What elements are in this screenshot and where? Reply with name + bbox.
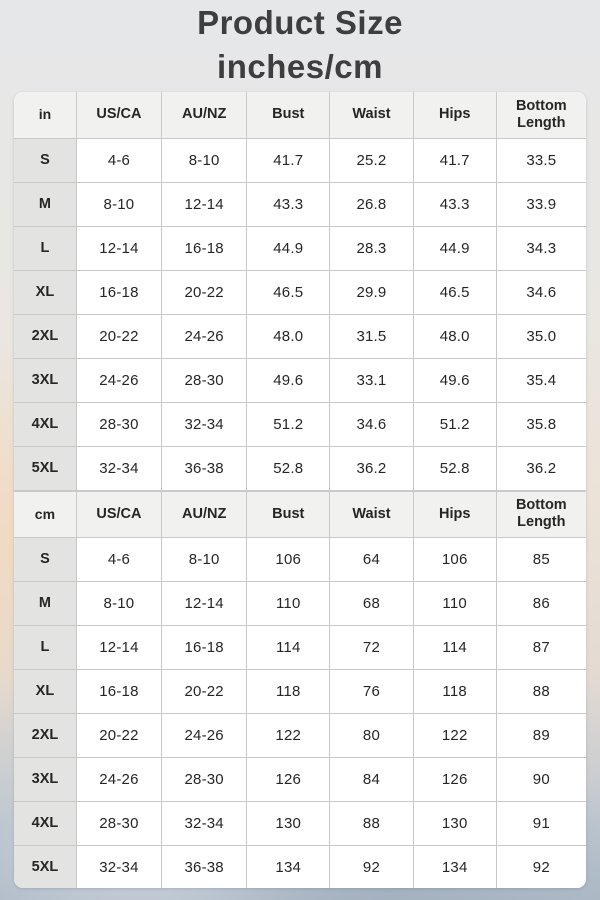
- value-cell: 16-18: [162, 226, 247, 270]
- page-title-line2: inches/cm: [217, 48, 383, 85]
- value-cell: 28-30: [162, 757, 247, 801]
- size-label-cell: M: [14, 182, 76, 226]
- value-cell: 20-22: [162, 669, 247, 713]
- table-row: [14, 446, 586, 490]
- size-label-cell: 4XL: [14, 801, 76, 845]
- value-cell: 12-14: [162, 182, 247, 226]
- value-cell: 88: [496, 669, 586, 713]
- size-table-cm: [14, 491, 586, 889]
- value-cell: 68: [330, 581, 414, 625]
- value-cell: 35.0: [496, 314, 586, 358]
- column-header: US/CA: [76, 92, 161, 138]
- table-row: [14, 537, 586, 581]
- value-cell: 110: [413, 581, 496, 625]
- value-cell: 114: [413, 625, 496, 669]
- value-cell: 41.7: [247, 138, 330, 182]
- header-row: [14, 491, 586, 537]
- size-label-cell: 4XL: [14, 402, 76, 446]
- value-cell: 28-30: [76, 402, 161, 446]
- value-cell: 28-30: [76, 801, 161, 845]
- value-cell: 8-10: [162, 138, 247, 182]
- table-row: [14, 845, 586, 888]
- value-cell: 44.9: [247, 226, 330, 270]
- value-cell: 126: [413, 757, 496, 801]
- value-cell: 34.6: [496, 270, 586, 314]
- value-cell: 92: [496, 845, 586, 888]
- table-row: [14, 625, 586, 669]
- value-cell: 46.5: [413, 270, 496, 314]
- value-cell: 41.7: [413, 138, 496, 182]
- size-label-cell: L: [14, 625, 76, 669]
- value-cell: 91: [496, 801, 586, 845]
- header-row: [14, 92, 586, 138]
- value-cell: 20-22: [162, 270, 247, 314]
- value-cell: 52.8: [247, 446, 330, 490]
- value-cell: 49.6: [413, 358, 496, 402]
- value-cell: 90: [496, 757, 586, 801]
- value-cell: 26.8: [330, 182, 414, 226]
- unit-header-cell: in: [14, 92, 76, 138]
- value-cell: 33.9: [496, 182, 586, 226]
- table-row: [14, 801, 586, 845]
- value-cell: 31.5: [330, 314, 414, 358]
- table-row: [14, 270, 586, 314]
- value-cell: 84: [330, 757, 414, 801]
- value-cell: 32-34: [76, 446, 161, 490]
- value-cell: 122: [413, 713, 496, 757]
- value-cell: 36.2: [496, 446, 586, 490]
- value-cell: 49.6: [247, 358, 330, 402]
- value-cell: 134: [247, 845, 330, 888]
- value-cell: 32-34: [162, 402, 247, 446]
- column-header: Waist: [330, 491, 414, 537]
- size-label-cell: XL: [14, 270, 76, 314]
- value-cell: 114: [247, 625, 330, 669]
- size-label-cell: 2XL: [14, 314, 76, 358]
- value-cell: 34.3: [496, 226, 586, 270]
- value-cell: 89: [496, 713, 586, 757]
- size-label-cell: S: [14, 537, 76, 581]
- size-table-inches: [14, 92, 586, 491]
- value-cell: 4-6: [76, 537, 161, 581]
- value-cell: 20-22: [76, 713, 161, 757]
- value-cell: 92: [330, 845, 414, 888]
- table-row: [14, 138, 586, 182]
- value-cell: 24-26: [162, 713, 247, 757]
- value-cell: 118: [247, 669, 330, 713]
- table-row: [14, 581, 586, 625]
- table-row: [14, 314, 586, 358]
- size-label-cell: XL: [14, 669, 76, 713]
- value-cell: 52.8: [413, 446, 496, 490]
- value-cell: 126: [247, 757, 330, 801]
- column-header: Hips: [413, 491, 496, 537]
- size-label-cell: L: [14, 226, 76, 270]
- value-cell: 12-14: [76, 226, 161, 270]
- value-cell: 4-6: [76, 138, 161, 182]
- value-cell: 36-38: [162, 845, 247, 888]
- value-cell: 122: [247, 713, 330, 757]
- value-cell: 85: [496, 537, 586, 581]
- column-header: AU/NZ: [162, 491, 247, 537]
- size-table-cm-header: [14, 491, 586, 537]
- value-cell: 35.8: [496, 402, 586, 446]
- value-cell: 16-18: [76, 669, 161, 713]
- size-label-cell: 3XL: [14, 358, 76, 402]
- value-cell: 8-10: [162, 537, 247, 581]
- column-header: Bottom Length: [496, 92, 586, 138]
- size-table-inches-body: [14, 138, 586, 490]
- value-cell: 134: [413, 845, 496, 888]
- value-cell: 51.2: [247, 402, 330, 446]
- value-cell: 36-38: [162, 446, 247, 490]
- size-label-cell: 5XL: [14, 845, 76, 888]
- value-cell: 80: [330, 713, 414, 757]
- value-cell: 43.3: [413, 182, 496, 226]
- size-label-cell: 5XL: [14, 446, 76, 490]
- value-cell: 32-34: [162, 801, 247, 845]
- value-cell: 48.0: [247, 314, 330, 358]
- value-cell: 8-10: [76, 581, 161, 625]
- table-row: [14, 757, 586, 801]
- table-row: [14, 358, 586, 402]
- value-cell: 24-26: [162, 314, 247, 358]
- value-cell: 34.6: [330, 402, 414, 446]
- column-header: Bottom Length: [496, 491, 586, 537]
- column-header: AU/NZ: [162, 92, 247, 138]
- size-chart-table-container: [14, 92, 586, 888]
- value-cell: 25.2: [330, 138, 414, 182]
- column-header: Waist: [330, 92, 414, 138]
- value-cell: 76: [330, 669, 414, 713]
- size-label-cell: 2XL: [14, 713, 76, 757]
- table-row: [14, 226, 586, 270]
- value-cell: 130: [247, 801, 330, 845]
- unit-header-cell: cm: [14, 491, 76, 537]
- value-cell: 33.5: [496, 138, 586, 182]
- value-cell: 12-14: [162, 581, 247, 625]
- value-cell: 32-34: [76, 845, 161, 888]
- table-row: [14, 713, 586, 757]
- value-cell: 86: [496, 581, 586, 625]
- table-row: [14, 669, 586, 713]
- value-cell: 8-10: [76, 182, 161, 226]
- value-cell: 36.2: [330, 446, 414, 490]
- value-cell: 106: [247, 537, 330, 581]
- column-header: US/CA: [76, 491, 161, 537]
- table-row: [14, 402, 586, 446]
- size-table-inches-header: [14, 92, 586, 138]
- value-cell: 88: [330, 801, 414, 845]
- value-cell: 48.0: [413, 314, 496, 358]
- page-title-line1: Product Size: [197, 4, 403, 41]
- value-cell: 106: [413, 537, 496, 581]
- value-cell: 20-22: [76, 314, 161, 358]
- value-cell: 87: [496, 625, 586, 669]
- table-row: [14, 182, 586, 226]
- value-cell: 33.1: [330, 358, 414, 402]
- page-title: [0, 0, 600, 89]
- value-cell: 72: [330, 625, 414, 669]
- value-cell: 24-26: [76, 358, 161, 402]
- value-cell: 46.5: [247, 270, 330, 314]
- value-cell: 43.3: [247, 182, 330, 226]
- size-table-cm-body: [14, 537, 586, 888]
- size-label-cell: S: [14, 138, 76, 182]
- value-cell: 110: [247, 581, 330, 625]
- value-cell: 44.9: [413, 226, 496, 270]
- size-label-cell: M: [14, 581, 76, 625]
- value-cell: 16-18: [162, 625, 247, 669]
- column-header: Bust: [247, 92, 330, 138]
- value-cell: 16-18: [76, 270, 161, 314]
- value-cell: 64: [330, 537, 414, 581]
- value-cell: 12-14: [76, 625, 161, 669]
- size-label-cell: 3XL: [14, 757, 76, 801]
- value-cell: 51.2: [413, 402, 496, 446]
- column-header: Hips: [413, 92, 496, 138]
- value-cell: 118: [413, 669, 496, 713]
- column-header: Bust: [247, 491, 330, 537]
- value-cell: 130: [413, 801, 496, 845]
- value-cell: 24-26: [76, 757, 161, 801]
- value-cell: 28.3: [330, 226, 414, 270]
- value-cell: 28-30: [162, 358, 247, 402]
- value-cell: 29.9: [330, 270, 414, 314]
- value-cell: 35.4: [496, 358, 586, 402]
